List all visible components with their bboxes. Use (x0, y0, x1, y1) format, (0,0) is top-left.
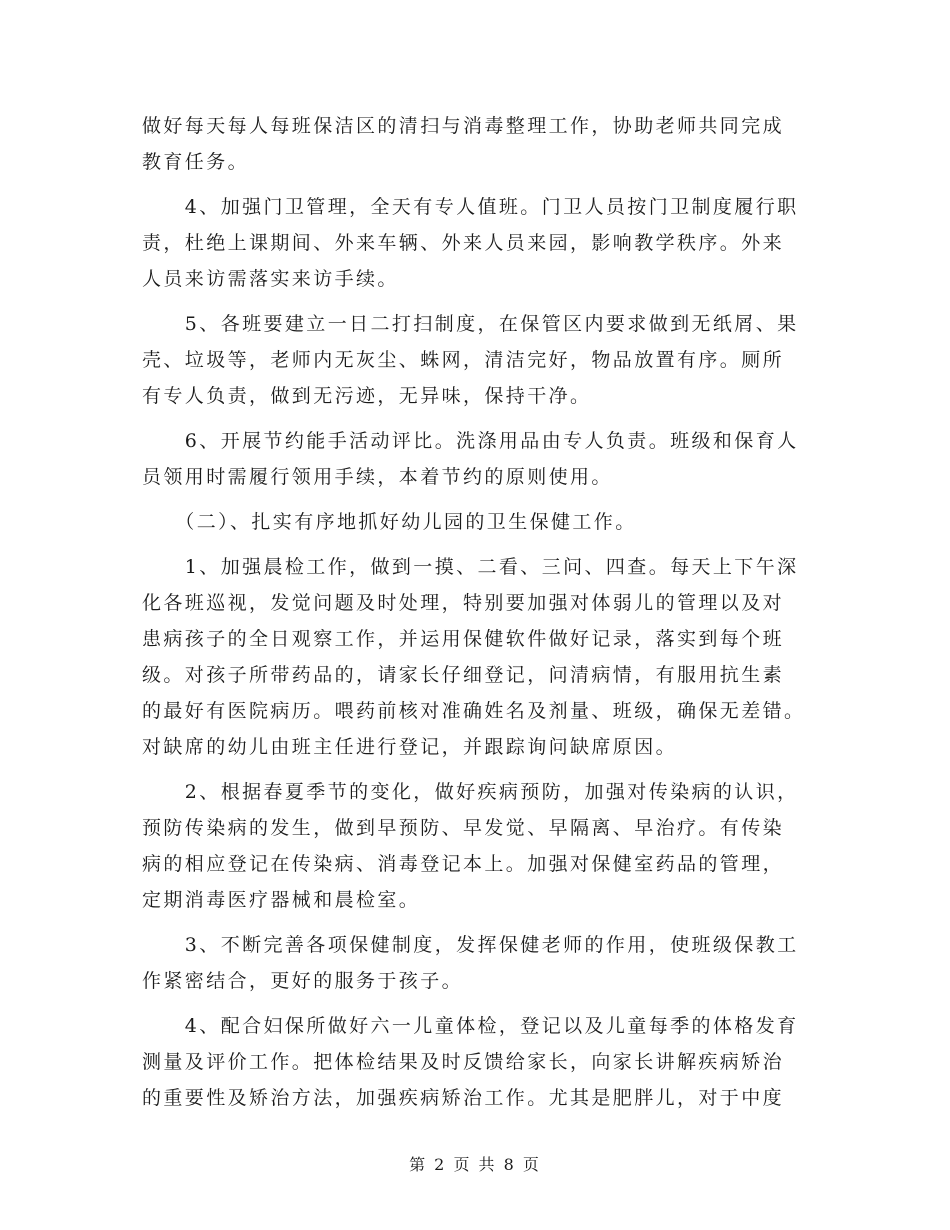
text-line: 预防传染病的发生，做到早预防、早发觉、早隔离、早治疗。有传染 (142, 817, 785, 839)
text-line: 4、加强门卫管理，全天有专人值班。门卫人员按门卫制度履行职 (142, 196, 799, 218)
text-line: 的最好有医院病历。喂药前核对准确姓名及剂量、班级，确保无差错。 (142, 700, 806, 722)
text-line: 教育任务。 (142, 151, 250, 173)
paragraph-gap (142, 540, 807, 549)
text-line: 化各班巡视，发觉问题及时处理，特别要加强对体弱儿的管理以及对 (142, 592, 785, 614)
text-line: 对缺席的幼儿由班主任进行登记，并跟踪询问缺席原因。 (142, 736, 678, 758)
text-line: 级。对孩子所带药品的，请家长仔细登记，问清病情，有服用抗生素 (142, 664, 785, 686)
text-line: 1、加强晨检工作，做到一摸、二看、三问、四查。每天上下午深 (142, 556, 799, 578)
paragraph-gap (142, 495, 807, 504)
text-line: 4、配合妇保所做好六一儿童体检，登记以及儿童每季的体格发育 (142, 1015, 799, 1037)
text-line: 有专人负责，做到无污迹，无异味，保持干净。 (142, 385, 592, 407)
text-line: 壳、垃圾等，老师内无灰尘、蛛网，清洁完好，物品放置有序。厕所 (142, 349, 785, 371)
paragraph-gap (142, 999, 807, 1008)
text-line: 患病孩子的全日观察工作，并运用保健软件做好记录，落实到每个班 (142, 628, 785, 650)
paragraph-gap (142, 765, 807, 774)
text-line: 3、不断完善各项保健制度，发挥保健老师的作用，使班级保教工 (142, 934, 799, 956)
text-line: （二）、扎实有序地抓好幼儿园的卫生保健工作。 (142, 511, 637, 533)
text-line: 作紧密结合，更好的服务于孩子。 (142, 970, 464, 992)
text-line: 测量及评价工作。把体检结果及时反馈给家长，向家长讲解疾病矫治 (142, 1051, 785, 1073)
text-line: 责，杜绝上课期间、外来车辆、外来人员来园，影响教学秩序。外来 (142, 232, 785, 254)
paragraph-gap (142, 918, 807, 927)
text-line: 病的相应登记在传染病、消毒登记本上。加强对保健室药品的管理， (142, 853, 785, 875)
text-line: 6、开展节约能手活动评比。洗涤用品由专人负责。班级和保育人 (142, 430, 799, 452)
text-line: 定期消毒医疗器械和晨检室。 (142, 889, 421, 911)
paragraph-gap (142, 297, 807, 306)
text-line: 5、各班要建立一日二打扫制度，在保管区内要求做到无纸屑、果 (142, 313, 799, 335)
document-body (142, 108, 807, 1116)
page-number-footer: 第 2 页 共 8 页 (409, 1155, 541, 1174)
text-line: 员领用时需履行领用手续，本着节约的原则使用。 (142, 466, 613, 488)
paragraph-gap (142, 414, 807, 423)
text-line: 2、根据春夏季节的变化，做好疾病预防，加强对传染病的认识， (142, 781, 799, 803)
paragraph-gap (142, 180, 807, 189)
text-line: 的重要性及矫治方法，加强疾病矫治工作。尤其是肥胖儿，对于中度 (142, 1087, 785, 1109)
text-line: 人员来访需落实来访手续。 (142, 268, 399, 290)
text-line: 做好每天每人每班保洁区的清扫与消毒整理工作，协助老师共同完成 (142, 115, 785, 137)
